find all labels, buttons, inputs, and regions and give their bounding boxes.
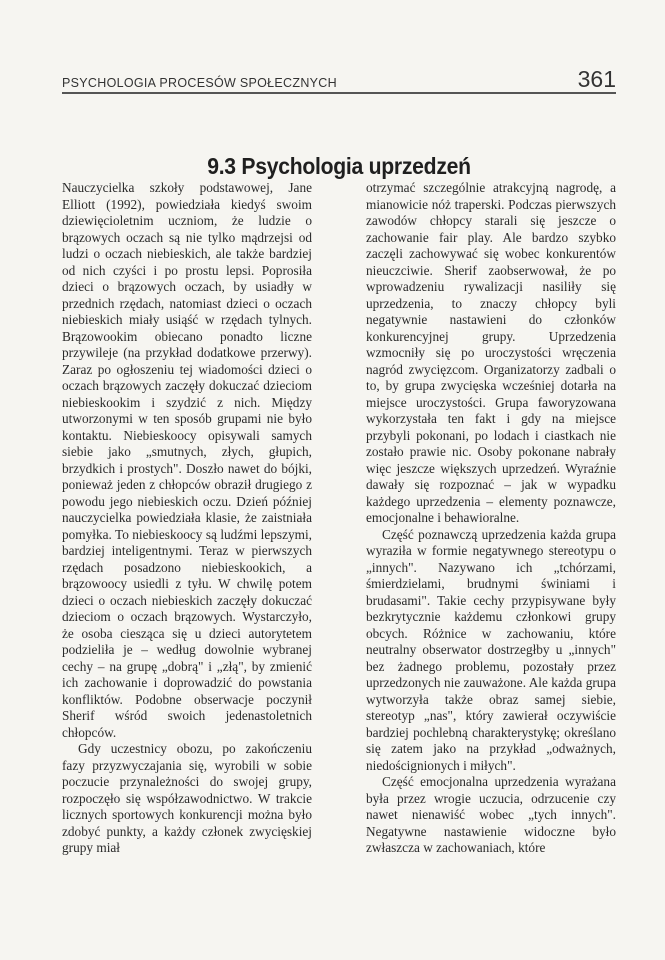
left-column — [62, 180, 312, 857]
right-column — [366, 180, 616, 857]
paragraph: Nauczycielka szkoły podstawowej, Jane Elliott (1992), powiedziała kiedyś swoim dziewięcioletnim uczniom, że ludzie o brązowych oczach są nie tylko mądrzejsi od ludzi o oczach niebieskich, ale także bardziej od nich czyści i po prostu lepsi. Poprosiła dzieci o brązowych oczach, by usiadły w przednich rzędach, natomiast dzieci o oczach niebieskich miały usiąść w rzędach tylnych. Brązowookim obiecano ponadto liczne przywileje (na przykład dodatkowe przerwy). Zaraz po ogłoszeniu tej wiadomości dzieci o oczach brązowych zaczęły dokuczać dzieciom niebieskookim i szydzić z nich. Między utworzonymi w ten sposób grupami nie było kontaktu. Niebieskoocy opisywali samych siebie jako „smutnych, złych, głupich, brzydkich i prostych". Doszło nawet do bójki, ponieważ jeden z chłopców obraził drugiego z powodu jego niebieskich oczu. Dzień później nauczycielka powiedziała klasie, że zaistniała pomyłka. To niebieskoocy są ludźmi lepszymi, bardziej inteligentnymi. Teraz w pierwszych rzędach posadzono niebieskookich, a brązowoocy usiedli z tyłu. W chwilę potem dzieci o oczach niebieskich zaczęły dokuczać dzieciom o oczach brązowych. Wystarczyło, że osoba ciesząca się u dzieci autorytetem podzieliła je – według dowolnie wybranej cechy – na grupę „dobrą" i „złą", by zmienić ich zachowanie i doprowadzić do powstania konfliktów. Podobne obserwacje poczynił Sherif wśród swoich jedenastoletnich chłopców. — [62, 180, 312, 740]
paragraph: Część emocjonalna uprzedzenia wyrażana była przez wrogie uczucia, odrzucenie czy nawet nienawiść wobec „tych innych". Negatywne nastawienie widoczne było zwłaszcza w zachowaniach, które — [366, 774, 616, 855]
paragraph: Część poznawczą uprzedzenia każda grupa wyraziła w formie negatywnego stereotypu o „innych". Nazywano ich „tchórzami, śmierdzielami, brudnymi świniami i brudasami". Takie cechy przypisywane były bezkrytycznie każdemu członkowi grupy obcych. Różnice w zachowaniu, które neutralny obserwator dostrzegłby u „innych" bez żadnego problemu, pozostały przez uprzedzonych nie zauważone. Ale każda grupa wytworzyła także obraz samej siebie, stereotyp „nas", który zawierał oczywiście bardziej pochlebną charakterystykę; określano się zatem jako na przykład „odważnych, niedoścignionych i miłych". — [366, 526, 616, 773]
paragraph: otrzymać szczególnie atrakcyjną nagrodę, a mianowicie nóż traperski. Podczas pierwszych zawodów chłopcy starali się jeszcze o zachowanie fair play. Ale bardzo szybko zaczęli zachowywać się wobec konkurentów nieuczciwie. Sherif zaobserwował, że po wprowadzeniu rywalizacji nasiliły się uprzedzenia, to znaczy chłopcy byli negatywnie nastawieni do członków konkurencyjnej grupy. Uprzedzenia wzmocniły się po uroczystości wręczenia nagród zwycięzcom. Organizatorzy zadbali o to, by grupa zwycięska wcześniej dotarła na miejsce uroczystości. Grupa faworyzowana wykorzystała ten fakt i gdy na miejsce przybyli pokonani, po lodach i ciastkach nie zostało prawie nic. Osoby pokonane nabrały więc jeszcze większych uprzedzeń. Wyraźnie dawały się rozpoznać – jak w wypadku każdego uprzedzenia – elementy poznawcze, emocjonalne i behawioralne. — [366, 180, 616, 525]
paragraph: Gdy uczestnicy obozu, po zakończeniu fazy przyzwyczajania się, wyrobili w sobie poczucie przynależności do swojej grupy, rozpoczęło się współzawodnictwo. W trakcie licznych sportowych konkurencji można było zdobyć punkty, a każdy członek zwycięskiej grupy miał — [62, 741, 312, 855]
page-number: 361 — [577, 66, 616, 92]
header-rule — [62, 92, 616, 94]
running-header — [62, 60, 616, 94]
section-title: 9.3 Psychologia uprzedzeń — [207, 153, 471, 180]
running-title: PSYCHOLOGIA PROCESÓW SPOŁECZNYCH — [62, 76, 337, 90]
